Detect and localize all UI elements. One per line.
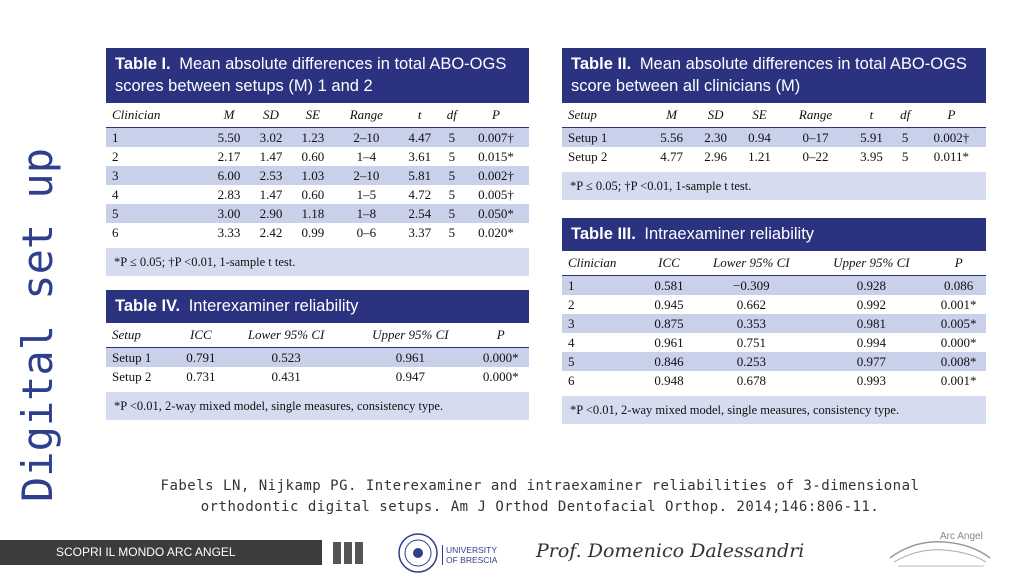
university-seal-icon [397,532,439,574]
table-cell: 0.086 [931,276,986,296]
table-cell: 5 [562,352,647,371]
table-cell: 0.050* [463,204,529,223]
column-header: P [472,323,529,348]
column-header: Range [781,103,849,128]
table-1-label: Table I. [115,55,171,73]
table-4-label: Table IV. [115,297,181,315]
bars-icon [333,542,366,569]
column-header: SE [292,103,334,128]
table-1-grid [106,103,529,242]
column-header: ICC [647,251,692,276]
table-4-grid [106,323,529,386]
side-title-text: Digital set up [13,147,62,502]
citation: Fabels LN, Nijkamp PG. Interexaminer and intraexaminer reliabilities of 3-dimensional orthodontic digital setups. Am J Orthod Dentofacial Orthop. 2014;146:806-11. [160,478,920,515]
table-cell: 0.523 [224,348,348,368]
table-cell: 2.17 [217,148,241,164]
table-cell: 5.81 [399,166,441,185]
table-row [106,367,529,386]
table-cell: 3.00 [208,204,250,223]
column-header: ICC [178,323,224,348]
table-cell: 6 [112,224,119,240]
column-header: Range [334,103,399,128]
table-cell: 0–22 [802,148,829,164]
column-header: P [917,103,986,128]
table-cell: 0.005† [478,186,514,202]
table-cell: 4 [568,334,575,350]
table-cell: 6 [568,372,575,388]
table-cell: 5 [441,128,463,148]
table-cell: 0.751 [736,334,766,350]
table-2 [562,48,986,200]
table-cell: 0.353 [691,314,811,333]
author-name: Prof. Domenico Dalessandri [536,540,805,562]
side-title [12,62,64,502]
table-cell: 1–5 [356,186,377,202]
table-row [106,223,529,242]
table-row [562,314,986,333]
table-row [562,371,986,390]
table-cell: 0.678 [736,372,766,388]
column-header: t [399,103,441,128]
table-cell: 0.981 [811,314,931,333]
table-cell: 0.948 [654,372,684,388]
table-cell: 5.91 [850,128,894,148]
table-cell: 1 [106,128,208,148]
table-row [106,185,529,204]
table-cell: 0.000* [940,334,977,350]
table-cell: 2.90 [250,204,292,223]
table-cell: 5 [106,204,208,223]
table-cell: 0.015* [478,148,514,164]
table-cell: Setup 1 [106,348,178,368]
table-cell: 5.56 [650,128,694,148]
table-cell: 0.875 [647,314,692,333]
column-header: Setup [106,323,178,348]
table-cell: 0.977 [811,352,931,371]
table-3 [562,218,986,424]
column-header: Clinician [562,251,647,276]
table-cell: 5 [893,128,916,148]
table-row [562,333,986,352]
table-cell: 0.581 [647,276,692,296]
university-name [442,545,497,565]
table-1-title: Mean absolute differences in total ABO-OGS scores between setups (M) 1 and 2 [115,55,507,95]
table-cell: 0.002† [463,166,529,185]
table-cell: 2.42 [259,224,283,240]
table-cell: 1–8 [334,204,399,223]
column-header: P [463,103,529,128]
table-cell: 0.731 [186,368,216,384]
table-cell: 1.18 [292,204,334,223]
table-cell: 0.431 [271,368,301,384]
table-1-header [106,48,529,103]
table-cell: 4.72 [408,186,432,202]
table-cell: 4.47 [399,128,441,148]
table-4 [106,290,529,420]
table-cell: 0.947 [395,368,425,384]
table-cell: 3.37 [408,224,432,240]
table-cell: 2.96 [704,148,727,164]
column-header: SE [738,103,782,128]
column-header: Upper 95% CI [811,251,931,276]
column-header: Clinician [106,103,208,128]
column-header: df [893,103,916,128]
table-cell: 0.993 [856,372,886,388]
table-4-footnote: *P <0.01, 2-way mixed model, single measures, consistency type. [106,392,529,420]
table-cell: 4 [112,186,119,202]
table-cell: 0.001* [940,296,977,312]
table-cell: 0.005* [931,314,986,333]
table-cell: 0.94 [738,128,782,148]
table-cell: 0.846 [647,352,692,371]
table-cell: 0.001* [940,372,977,388]
table-cell: 0.662 [736,296,766,312]
table-cell: 2–10 [334,166,399,185]
table-cell: 0.011* [933,148,970,164]
table-cell: 2 [568,296,575,312]
table-cell: 0.008* [931,352,986,371]
table-cell: 1 [562,276,647,296]
table-cell: 1.47 [259,186,283,202]
table-2-label: Table II. [571,55,632,73]
table-cell: 0.60 [301,186,325,202]
table-cell: Setup 1 [562,128,650,148]
table-cell: 3.95 [860,148,883,164]
table-2-title: Mean absolute differences in total ABO-OGS score between all clinicians (M) [571,55,967,95]
table-cell: 2.83 [217,186,241,202]
table-4-title: Interexaminer reliability [188,297,359,315]
column-header: Upper 95% CI [348,323,472,348]
table-cell: Setup 2 [568,148,608,164]
column-header: t [850,103,894,128]
table-row [562,147,986,166]
table-3-grid [562,251,986,390]
table-cell: 0–6 [356,224,377,240]
table-cell: 5 [448,186,456,202]
table-cell: 0.961 [348,348,472,368]
table-cell: 5 [441,166,463,185]
table-cell: 0.992 [856,296,886,312]
table-cell: 0.007† [463,128,529,148]
table-row [106,204,529,223]
table-cell: 3.61 [408,148,432,164]
table-cell: 5 [441,204,463,223]
table-cell: 0.000* [472,348,529,368]
table-2-footnote: *P ≤ 0.05; †P <0.01, 1-sample t test. [562,172,986,200]
table-cell: 0–17 [781,128,849,148]
table-4-header [106,290,529,323]
table-3-header [562,218,986,251]
table-row [562,295,986,314]
table-cell: 6.00 [208,166,250,185]
column-header: M [650,103,694,128]
table-row [106,166,529,185]
table-cell: 2–10 [334,128,399,148]
table-cell: 2.53 [250,166,292,185]
table-cell: 4.77 [660,148,683,164]
table-cell: 1.23 [292,128,334,148]
table-cell: 3.33 [217,224,241,240]
table-cell: 5.50 [208,128,250,148]
table-cell: 5 [448,148,456,164]
column-header: M [208,103,250,128]
column-header: Setup [562,103,650,128]
table-row [562,276,986,296]
table-cell: 0.253 [691,352,811,371]
column-header: df [441,103,463,128]
column-header: Lower 95% CI [691,251,811,276]
column-header: SD [694,103,738,128]
table-cell: 5 [901,148,909,164]
table-cell: 0.99 [301,224,325,240]
table-cell: 2 [112,148,119,164]
table-cell: 0.961 [654,334,684,350]
table-1 [106,48,529,276]
table-row [106,147,529,166]
table-cell: 3 [106,166,208,185]
table-cell: 1–4 [356,148,377,164]
university-line-1: UNIVERSITY [446,545,498,555]
university-line-2: OF BRESCIA [446,555,498,565]
footer-tagline: SCOPRI IL MONDO ARC ANGEL [0,540,322,565]
table-3-title: Intraexaminer reliability [644,225,815,243]
column-header: SD [250,103,292,128]
table-cell: 1.21 [748,148,771,164]
table-cell: 0.020* [478,224,514,240]
column-header: Lower 95% CI [224,323,348,348]
table-cell: −0.309 [691,276,811,296]
table-cell: 3 [562,314,647,333]
table-2-grid [562,103,986,166]
table-2-header [562,48,986,103]
table-cell: 2.30 [694,128,738,148]
table-cell: 0.000* [482,368,519,384]
table-cell: 1.03 [292,166,334,185]
table-cell: 0.928 [811,276,931,296]
table-cell: 3.02 [250,128,292,148]
table-row [562,128,986,148]
table-cell: 0.60 [301,148,325,164]
table-cell: 0.994 [856,334,886,350]
brand-name: Arc Angel [940,531,983,542]
table-3-footnote: *P <0.01, 2-way mixed model, single measures, consistency type. [562,396,986,424]
table-cell: Setup 2 [112,368,152,384]
table-row [106,348,529,368]
table-cell: 0.945 [654,296,684,312]
table-1-footnote: *P ≤ 0.05; †P <0.01, 1-sample t test. [106,248,529,276]
table-row [106,128,529,148]
table-cell: 1.47 [259,148,283,164]
table-cell: 0.791 [178,348,224,368]
table-row [562,352,986,371]
column-header: P [931,251,986,276]
table-cell: 5 [448,224,456,240]
table-cell: 2.54 [399,204,441,223]
table-cell: 0.002† [917,128,986,148]
table-3-label: Table III. [571,225,636,243]
